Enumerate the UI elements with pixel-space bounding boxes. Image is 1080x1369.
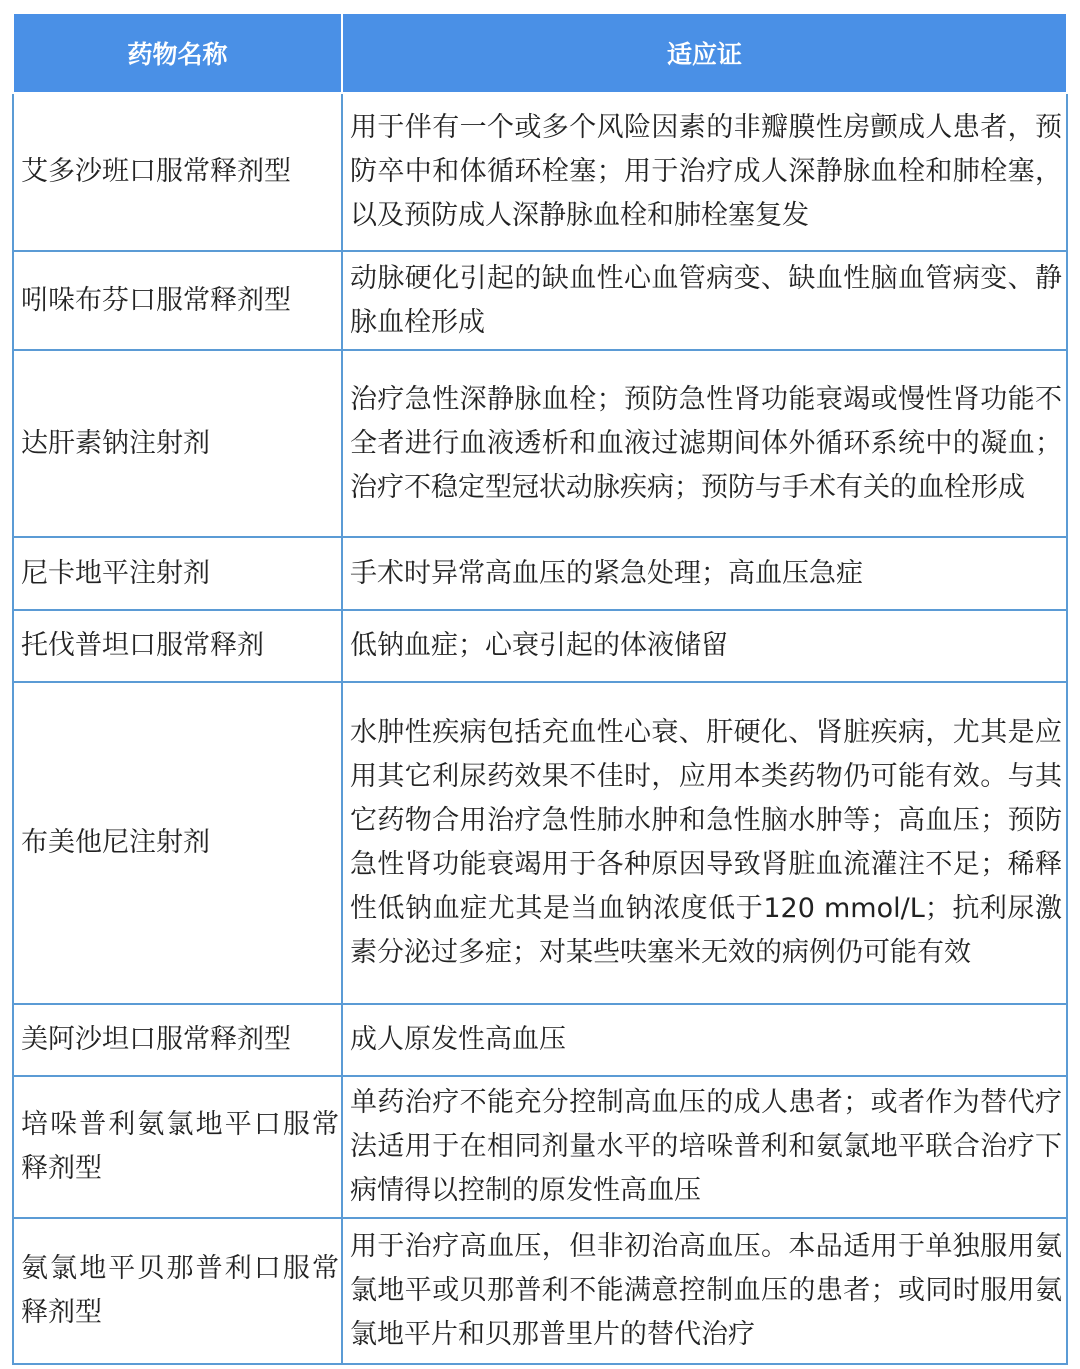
drug-name-cell: 尼卡地平注射剂 — [13, 537, 342, 610]
header-indication: 适应证 — [342, 13, 1067, 93]
indication-cell: 治疗急性深静脉血栓；预防急性肾功能衰竭或慢性肾功能不全者进行血液透析和血液过滤期间体外循环系统中的凝血；治疗不稳定型冠状动脉疾病；预防与手术有关的血栓形成 — [342, 350, 1067, 537]
indication-cell: 手术时异常高血压的紧急处理；高血压急症 — [342, 537, 1067, 610]
table-row — [13, 251, 1067, 350]
table-row — [13, 1218, 1067, 1364]
indication-cell: 用于治疗高血压，但非初治高血压。本品适用于单独服用氨氯地平或贝那普利不能满意控制血压的患者；或同时服用氨氯地平片和贝那普里片的替代治疗 — [342, 1218, 1067, 1364]
drug-name-cell: 吲哚布芬口服常释剂型 — [13, 251, 342, 350]
table-row — [13, 93, 1067, 251]
indication-cell: 用于伴有一个或多个风险因素的非瓣膜性房颤成人患者，预防卒中和体循环栓塞；用于治疗成人深静脉血栓和肺栓塞，以及预防成人深静脉血栓和肺栓塞复发 — [342, 93, 1067, 251]
table-header-row — [13, 13, 1067, 93]
table-row — [13, 537, 1067, 610]
table-row — [13, 1004, 1067, 1076]
drug-name-cell: 美阿沙坦口服常释剂型 — [13, 1004, 342, 1076]
drug-name-cell: 艾多沙班口服常释剂型 — [13, 93, 342, 251]
drug-indication-table — [12, 12, 1068, 1365]
indication-cell: 单药治疗不能充分控制高血压的成人患者；或者作为替代疗法适用于在相同剂量水平的培哚普利和氨氯地平联合治疗下病情得以控制的原发性高血压 — [342, 1076, 1067, 1218]
header-drug-name: 药物名称 — [13, 13, 342, 93]
drug-name-cell: 达肝素钠注射剂 — [13, 350, 342, 537]
drug-name-cell: 氨氯地平贝那普利口服常释剂型 — [13, 1218, 342, 1364]
drug-name-cell: 托伐普坦口服常释剂 — [13, 610, 342, 682]
indication-cell: 水肿性疾病包括充血性心衰、肝硬化、肾脏疾病，尤其是应用其它利尿药效果不佳时，应用本类药物仍可能有效。与其它药物合用治疗急性肺水肿和急性脑水肿等；高血压；预防急性肾功能衰竭用于各种原因导致肾脏血流灌注不足；稀释性低钠血症尤其是当血钠浓度低于120 mmol/L；抗利尿激素分泌过多症；对某些呋塞米无效的病例仍可能有效 — [342, 682, 1067, 1004]
table-row — [13, 1076, 1067, 1218]
table-row — [13, 350, 1067, 537]
drug-name-cell: 培哚普利氨氯地平口服常释剂型 — [13, 1076, 342, 1218]
drug-name-cell: 布美他尼注射剂 — [13, 682, 342, 1004]
indication-cell: 成人原发性高血压 — [342, 1004, 1067, 1076]
table-row — [13, 610, 1067, 682]
indication-cell: 低钠血症；心衰引起的体液储留 — [342, 610, 1067, 682]
table-row — [13, 682, 1067, 1004]
indication-cell: 动脉硬化引起的缺血性心血管病变、缺血性脑血管病变、静脉血栓形成 — [342, 251, 1067, 350]
